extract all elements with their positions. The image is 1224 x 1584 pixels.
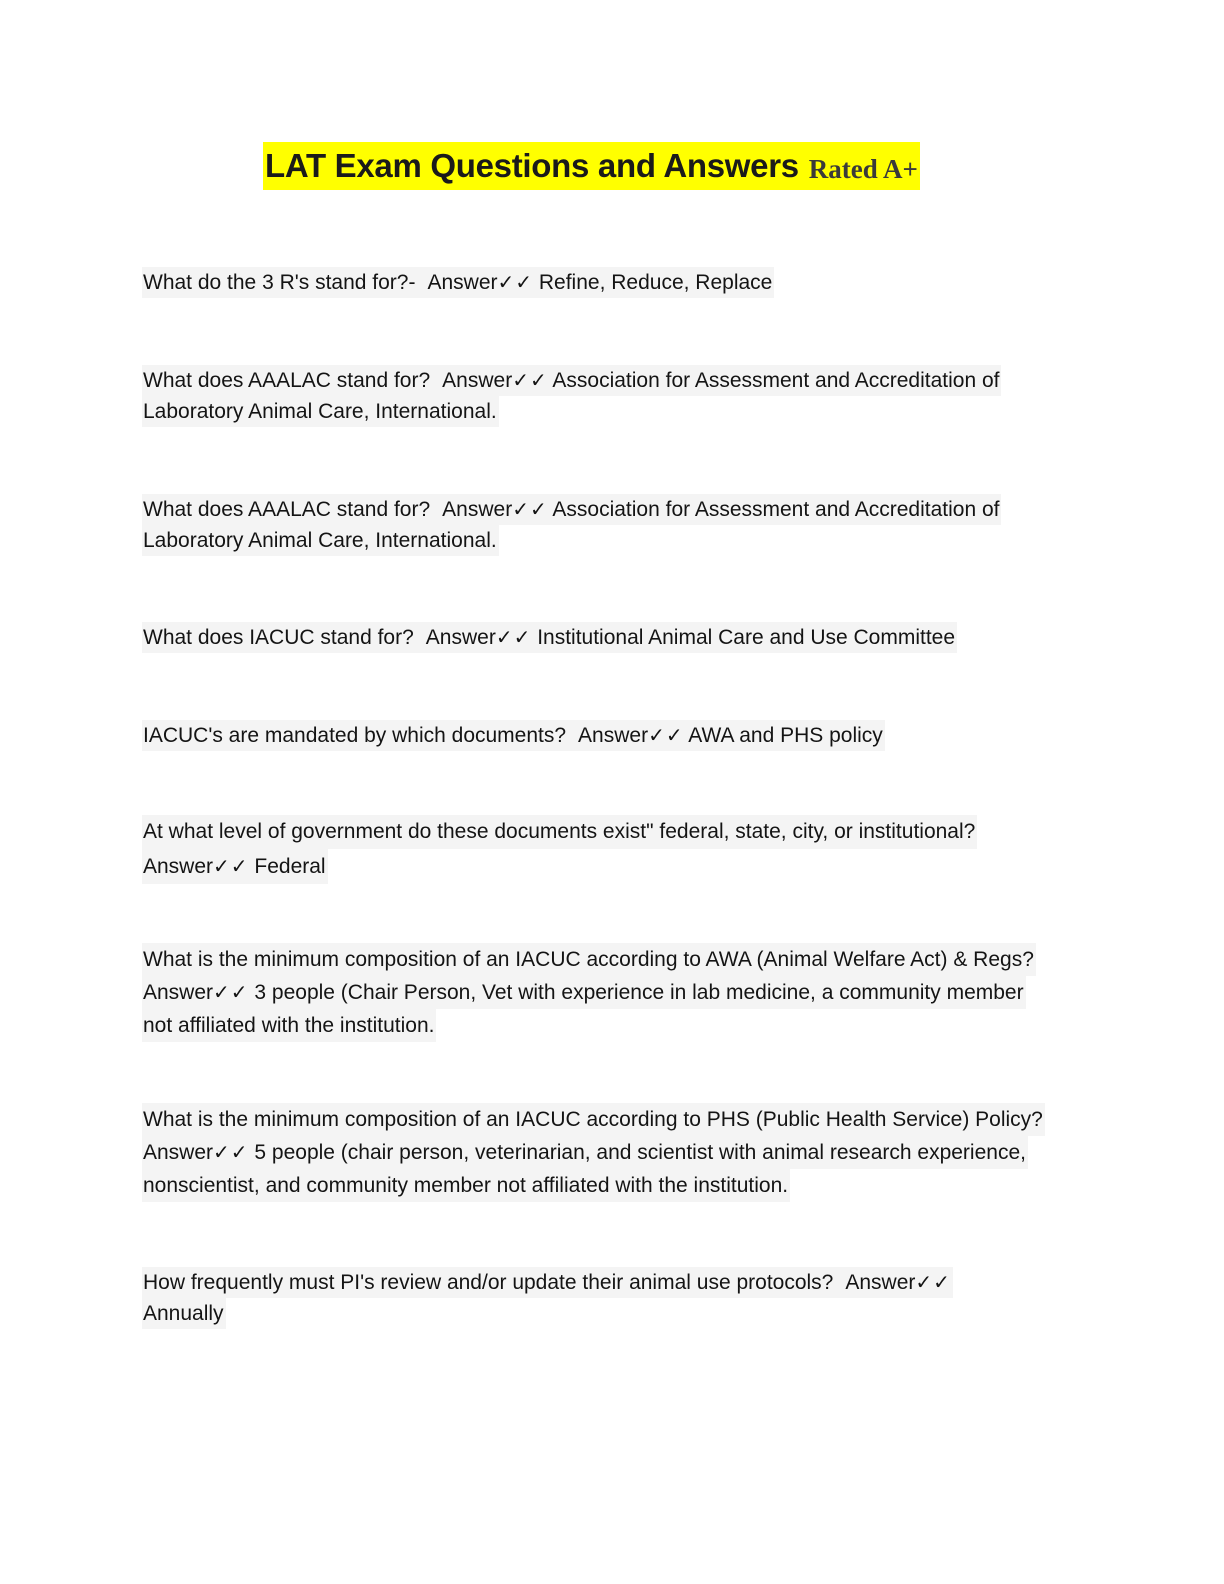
document-title xyxy=(263,142,920,190)
qa-item-8 xyxy=(142,1103,1045,1202)
answer-label: Answer xyxy=(442,498,513,521)
answer-label: Answer xyxy=(425,626,496,649)
qa-line xyxy=(142,365,1001,396)
qa-item-2 xyxy=(142,365,1001,427)
checkmark-icon: ✓✓ xyxy=(497,270,534,294)
question-text: What is the minimum composition of an IACUC according to AWA (Animal Welfare Act) & Regs? xyxy=(142,943,1036,976)
answer-continuation: nonscientist, and community member not affiliated with the institution. xyxy=(142,1169,790,1202)
checkmark-icon: ✓✓ xyxy=(213,1140,249,1164)
checkmark-icon: ✓✓ xyxy=(915,1270,951,1294)
checkmark-icon: ✓✓ xyxy=(512,368,548,392)
qa-line xyxy=(142,976,1026,1009)
answer-text: Refine, Reduce, Replace xyxy=(538,271,773,294)
qa-item-6 xyxy=(142,815,977,884)
qa-line xyxy=(142,849,328,884)
checkmark-icon: ✓✓ xyxy=(495,625,532,649)
qa-line xyxy=(142,720,885,751)
title-rating: Rated A+ xyxy=(808,153,918,184)
answer-continuation: not affiliated with the institution. xyxy=(142,1009,436,1042)
qa-line xyxy=(142,622,957,653)
qa-item-1 xyxy=(142,267,774,298)
answer-label: Answer xyxy=(442,369,513,392)
question-text: What does IACUC stand for? xyxy=(143,626,414,649)
checkmark-icon: ✓✓ xyxy=(213,854,249,878)
question-text: What does AAALAC stand for? xyxy=(143,369,431,392)
answer-text: Federal xyxy=(254,855,326,878)
checkmark-icon: ✓✓ xyxy=(512,497,548,521)
answer-text: Association for Assessment and Accreditation of xyxy=(552,369,1000,392)
qa-item-7 xyxy=(142,943,1036,1042)
answer-label: Answer xyxy=(845,1271,916,1294)
answer-text: Annually xyxy=(142,1298,226,1329)
qa-item-9 xyxy=(142,1267,953,1329)
checkmark-icon: ✓✓ xyxy=(648,723,684,747)
answer-label: Answer xyxy=(143,981,214,1004)
answer-text: Association for Assessment and Accreditation of xyxy=(552,498,1000,521)
question-text: IACUC's are mandated by which documents? xyxy=(143,724,567,747)
qa-line xyxy=(142,1267,953,1298)
qa-line xyxy=(142,1136,1028,1169)
qa-line xyxy=(142,494,1001,525)
checkmark-icon: ✓✓ xyxy=(213,980,249,1004)
answer-text: 3 people (Chair Person, Vet with experience in lab medicine, a community member xyxy=(254,981,1024,1004)
question-text: At what level of government do these documents exist" federal, state, city, or institutional? xyxy=(142,815,977,849)
answer-text: AWA and PHS policy xyxy=(688,724,883,747)
question-text: What is the minimum composition of an IACUC according to PHS (Public Health Service) Policy? xyxy=(142,1103,1045,1136)
qa-item-3 xyxy=(142,494,1001,556)
qa-item-4 xyxy=(142,622,957,653)
title-main: LAT Exam Questions and Answers xyxy=(265,147,799,184)
qa-item-5 xyxy=(142,720,885,751)
question-text: What do the 3 R's stand for?- xyxy=(143,271,416,294)
qa-line xyxy=(142,267,774,298)
question-text: How frequently must PI's review and/or update their animal use protocols? xyxy=(143,1271,834,1294)
answer-label: Answer xyxy=(143,855,214,878)
answer-label: Answer xyxy=(578,724,649,747)
answer-continuation: Laboratory Animal Care, International. xyxy=(142,525,499,556)
answer-text: 5 people (chair person, veterinarian, and scientist with animal research experience, xyxy=(254,1141,1026,1164)
answer-continuation: Laboratory Animal Care, International. xyxy=(142,396,499,427)
answer-label: Answer xyxy=(427,271,498,294)
question-text: What does AAALAC stand for? xyxy=(143,498,431,521)
answer-text: Institutional Animal Care and Use Committee xyxy=(537,626,956,649)
answer-label: Answer xyxy=(143,1141,214,1164)
